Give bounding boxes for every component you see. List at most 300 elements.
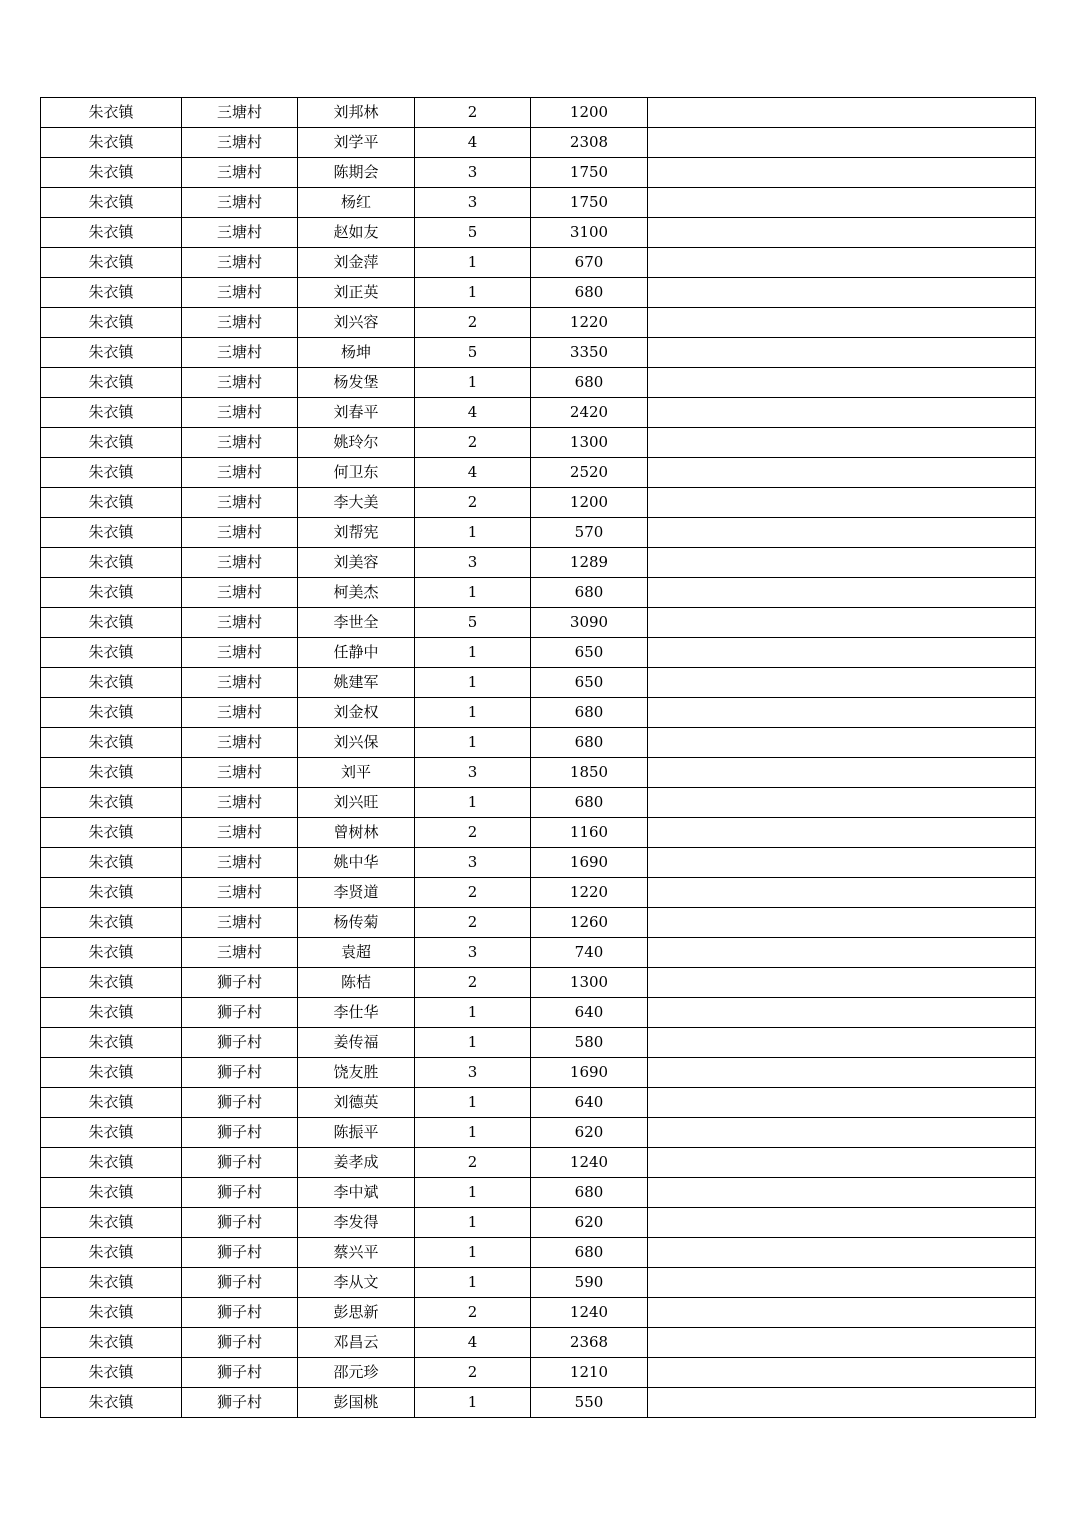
household-size-cell: 1 [415,248,531,278]
remark-cell [648,188,1036,218]
name-cell: 刘兴保 [298,728,415,758]
household-size-cell: 4 [415,128,531,158]
town-cell: 朱衣镇 [41,548,182,578]
remark-cell [648,548,1036,578]
village-cell: 三塘村 [182,158,298,188]
name-cell: 刘德英 [298,1088,415,1118]
name-cell: 何卫东 [298,458,415,488]
village-cell: 三塘村 [182,638,298,668]
amount-cell: 640 [531,998,648,1028]
household-size-cell: 2 [415,1148,531,1178]
remark-cell [648,758,1036,788]
table-row [41,1118,1036,1148]
remark-cell [648,1118,1036,1148]
table-row [41,488,1036,518]
amount-cell: 1750 [531,188,648,218]
household-size-cell: 2 [415,1358,531,1388]
remark-cell [648,998,1036,1028]
table-row [41,458,1036,488]
household-size-cell: 5 [415,338,531,368]
name-cell: 杨坤 [298,338,415,368]
amount-cell: 2308 [531,128,648,158]
table-row [41,248,1036,278]
town-cell: 朱衣镇 [41,188,182,218]
household-size-cell: 2 [415,908,531,938]
remark-cell [648,308,1036,338]
village-cell: 三塘村 [182,728,298,758]
name-cell: 彭思新 [298,1298,415,1328]
town-cell: 朱衣镇 [41,758,182,788]
village-cell: 三塘村 [182,278,298,308]
remark-cell [648,818,1036,848]
amount-cell: 1289 [531,548,648,578]
household-size-cell: 5 [415,608,531,638]
name-cell: 李从文 [298,1268,415,1298]
remark-cell [648,368,1036,398]
village-cell: 三塘村 [182,428,298,458]
town-cell: 朱衣镇 [41,848,182,878]
town-cell: 朱衣镇 [41,1358,182,1388]
village-cell: 狮子村 [182,1238,298,1268]
village-cell: 三塘村 [182,788,298,818]
town-cell: 朱衣镇 [41,578,182,608]
remark-cell [648,938,1036,968]
household-size-cell: 3 [415,548,531,578]
name-cell: 姜传福 [298,1028,415,1058]
table-row [41,338,1036,368]
household-size-cell: 1 [415,1388,531,1418]
town-cell: 朱衣镇 [41,128,182,158]
household-size-cell: 2 [415,308,531,338]
town-cell: 朱衣镇 [41,458,182,488]
amount-cell: 580 [531,1028,648,1058]
name-cell: 李世全 [298,608,415,638]
amount-cell: 590 [531,1268,648,1298]
name-cell: 刘兴旺 [298,788,415,818]
town-cell: 朱衣镇 [41,1028,182,1058]
village-cell: 三塘村 [182,488,298,518]
remark-cell [648,1238,1036,1268]
name-cell: 刘春平 [298,398,415,428]
remark-cell [648,1268,1036,1298]
remark-cell [648,458,1036,488]
table-body [41,98,1036,1418]
village-cell: 三塘村 [182,398,298,428]
amount-cell: 740 [531,938,648,968]
amount-cell: 1750 [531,158,648,188]
data-table [40,97,1036,1418]
town-cell: 朱衣镇 [41,338,182,368]
name-cell: 曾树林 [298,818,415,848]
remark-cell [648,428,1036,458]
amount-cell: 1300 [531,968,648,998]
town-cell: 朱衣镇 [41,1388,182,1418]
amount-cell: 1240 [531,1298,648,1328]
household-size-cell: 3 [415,158,531,188]
amount-cell: 1200 [531,98,648,128]
table-row [41,308,1036,338]
village-cell: 狮子村 [182,1148,298,1178]
table-row [41,578,1036,608]
village-cell: 狮子村 [182,1388,298,1418]
town-cell: 朱衣镇 [41,908,182,938]
amount-cell: 1220 [531,308,648,338]
table-row [41,938,1036,968]
table-row [41,1358,1036,1388]
remark-cell [648,638,1036,668]
household-size-cell: 3 [415,938,531,968]
name-cell: 刘美容 [298,548,415,578]
remark-cell [648,1088,1036,1118]
name-cell: 杨发堡 [298,368,415,398]
village-cell: 三塘村 [182,518,298,548]
name-cell: 陈桔 [298,968,415,998]
remark-cell [648,98,1036,128]
amount-cell: 1160 [531,818,648,848]
table-row [41,1208,1036,1238]
remark-cell [648,728,1036,758]
household-size-cell: 1 [415,1238,531,1268]
town-cell: 朱衣镇 [41,1148,182,1178]
town-cell: 朱衣镇 [41,248,182,278]
household-size-cell: 1 [415,728,531,758]
amount-cell: 3100 [531,218,648,248]
town-cell: 朱衣镇 [41,518,182,548]
table-row [41,188,1036,218]
remark-cell [648,398,1036,428]
household-size-cell: 2 [415,818,531,848]
amount-cell: 550 [531,1388,648,1418]
village-cell: 三塘村 [182,308,298,338]
amount-cell: 670 [531,248,648,278]
table-row [41,398,1036,428]
remark-cell [648,668,1036,698]
remark-cell [648,1148,1036,1178]
remark-cell [648,1178,1036,1208]
table-row [41,668,1036,698]
town-cell: 朱衣镇 [41,788,182,818]
amount-cell: 2368 [531,1328,648,1358]
name-cell: 姚玲尔 [298,428,415,458]
amount-cell: 650 [531,638,648,668]
remark-cell [648,1298,1036,1328]
household-size-cell: 5 [415,218,531,248]
town-cell: 朱衣镇 [41,1058,182,1088]
table-row [41,1148,1036,1178]
table-row [41,1028,1036,1058]
remark-cell [648,128,1036,158]
table-row [41,1298,1036,1328]
household-size-cell: 1 [415,788,531,818]
household-size-cell: 1 [415,518,531,548]
remark-cell [648,788,1036,818]
table-row [41,98,1036,128]
name-cell: 蔡兴平 [298,1238,415,1268]
household-size-cell: 3 [415,848,531,878]
household-size-cell: 4 [415,458,531,488]
table-row [41,1088,1036,1118]
household-size-cell: 1 [415,578,531,608]
table-row [41,1058,1036,1088]
remark-cell [648,878,1036,908]
village-cell: 三塘村 [182,98,298,128]
town-cell: 朱衣镇 [41,428,182,458]
table-row [41,638,1036,668]
town-cell: 朱衣镇 [41,818,182,848]
table-row [41,698,1036,728]
town-cell: 朱衣镇 [41,938,182,968]
town-cell: 朱衣镇 [41,368,182,398]
name-cell: 刘正英 [298,278,415,308]
name-cell: 李中斌 [298,1178,415,1208]
amount-cell: 1690 [531,1058,648,1088]
amount-cell: 3090 [531,608,648,638]
amount-cell: 1210 [531,1358,648,1388]
town-cell: 朱衣镇 [41,98,182,128]
amount-cell: 1300 [531,428,648,458]
village-cell: 狮子村 [182,1088,298,1118]
village-cell: 三塘村 [182,908,298,938]
name-cell: 姚中华 [298,848,415,878]
name-cell: 饶友胜 [298,1058,415,1088]
household-size-cell: 1 [415,698,531,728]
household-size-cell: 2 [415,1298,531,1328]
household-size-cell: 1 [415,668,531,698]
amount-cell: 3350 [531,338,648,368]
town-cell: 朱衣镇 [41,278,182,308]
remark-cell [648,1388,1036,1418]
village-cell: 狮子村 [182,1118,298,1148]
town-cell: 朱衣镇 [41,1118,182,1148]
village-cell: 三塘村 [182,218,298,248]
remark-cell [648,248,1036,278]
household-size-cell: 3 [415,758,531,788]
name-cell: 任静中 [298,638,415,668]
table-row [41,278,1036,308]
remark-cell [648,1058,1036,1088]
town-cell: 朱衣镇 [41,1178,182,1208]
amount-cell: 2420 [531,398,648,428]
table-row [41,878,1036,908]
name-cell: 刘邦林 [298,98,415,128]
remark-cell [648,968,1036,998]
table-row [41,128,1036,158]
household-size-cell: 1 [415,368,531,398]
household-size-cell: 1 [415,1268,531,1298]
remark-cell [648,848,1036,878]
name-cell: 彭国桃 [298,1388,415,1418]
town-cell: 朱衣镇 [41,998,182,1028]
amount-cell: 2520 [531,458,648,488]
household-size-cell: 1 [415,998,531,1028]
village-cell: 三塘村 [182,698,298,728]
village-cell: 狮子村 [182,1328,298,1358]
remark-cell [648,578,1036,608]
amount-cell: 1690 [531,848,648,878]
village-cell: 狮子村 [182,1298,298,1328]
name-cell: 姚建军 [298,668,415,698]
remark-cell [648,338,1036,368]
name-cell: 赵如友 [298,218,415,248]
name-cell: 陈期会 [298,158,415,188]
town-cell: 朱衣镇 [41,1238,182,1268]
village-cell: 三塘村 [182,668,298,698]
amount-cell: 680 [531,278,648,308]
town-cell: 朱衣镇 [41,488,182,518]
town-cell: 朱衣镇 [41,1088,182,1118]
town-cell: 朱衣镇 [41,1328,182,1358]
remark-cell [648,158,1036,188]
table-row [41,848,1036,878]
table-row [41,158,1036,188]
amount-cell: 680 [531,578,648,608]
village-cell: 三塘村 [182,338,298,368]
remark-cell [648,608,1036,638]
town-cell: 朱衣镇 [41,728,182,758]
household-size-cell: 1 [415,1028,531,1058]
table-row [41,908,1036,938]
village-cell: 三塘村 [182,368,298,398]
table-row [41,1388,1036,1418]
village-cell: 三塘村 [182,878,298,908]
amount-cell: 680 [531,788,648,818]
name-cell: 陈振平 [298,1118,415,1148]
table-row [41,818,1036,848]
village-cell: 三塘村 [182,128,298,158]
name-cell: 李发得 [298,1208,415,1238]
remark-cell [648,1328,1036,1358]
household-size-cell: 1 [415,1208,531,1238]
household-size-cell: 2 [415,488,531,518]
amount-cell: 640 [531,1088,648,1118]
table-row [41,1268,1036,1298]
name-cell: 刘平 [298,758,415,788]
household-size-cell: 3 [415,188,531,218]
name-cell: 杨红 [298,188,415,218]
town-cell: 朱衣镇 [41,398,182,428]
name-cell: 邵元珍 [298,1358,415,1388]
town-cell: 朱衣镇 [41,1208,182,1238]
amount-cell: 680 [531,1178,648,1208]
village-cell: 狮子村 [182,1178,298,1208]
table-row [41,518,1036,548]
village-cell: 三塘村 [182,578,298,608]
name-cell: 姜孝成 [298,1148,415,1178]
town-cell: 朱衣镇 [41,698,182,728]
village-cell: 三塘村 [182,458,298,488]
name-cell: 李大美 [298,488,415,518]
amount-cell: 1240 [531,1148,648,1178]
amount-cell: 620 [531,1208,648,1238]
household-size-cell: 2 [415,878,531,908]
table-row [41,728,1036,758]
remark-cell [648,698,1036,728]
name-cell: 刘金权 [298,698,415,728]
name-cell: 杨传菊 [298,908,415,938]
household-size-cell: 1 [415,1178,531,1208]
village-cell: 三塘村 [182,818,298,848]
town-cell: 朱衣镇 [41,668,182,698]
village-cell: 三塘村 [182,608,298,638]
amount-cell: 620 [531,1118,648,1148]
household-size-cell: 1 [415,1118,531,1148]
village-cell: 三塘村 [182,848,298,878]
table-row [41,1178,1036,1208]
village-cell: 三塘村 [182,548,298,578]
amount-cell: 680 [531,698,648,728]
remark-cell [648,278,1036,308]
village-cell: 三塘村 [182,938,298,968]
household-size-cell: 1 [415,638,531,668]
name-cell: 邓昌云 [298,1328,415,1358]
amount-cell: 1220 [531,878,648,908]
town-cell: 朱衣镇 [41,158,182,188]
remark-cell [648,1028,1036,1058]
table-row [41,968,1036,998]
village-cell: 三塘村 [182,758,298,788]
amount-cell: 650 [531,668,648,698]
village-cell: 狮子村 [182,968,298,998]
town-cell: 朱衣镇 [41,968,182,998]
name-cell: 刘学平 [298,128,415,158]
town-cell: 朱衣镇 [41,1298,182,1328]
household-size-cell: 4 [415,398,531,428]
town-cell: 朱衣镇 [41,1268,182,1298]
town-cell: 朱衣镇 [41,638,182,668]
amount-cell: 680 [531,368,648,398]
household-size-cell: 2 [415,428,531,458]
amount-cell: 1260 [531,908,648,938]
village-cell: 狮子村 [182,1058,298,1088]
table-row [41,428,1036,458]
remark-cell [648,1208,1036,1238]
table-row [41,998,1036,1028]
town-cell: 朱衣镇 [41,878,182,908]
table-row [41,368,1036,398]
table-row [41,758,1036,788]
village-cell: 三塘村 [182,248,298,278]
amount-cell: 680 [531,1238,648,1268]
village-cell: 狮子村 [182,1028,298,1058]
household-size-cell: 4 [415,1328,531,1358]
name-cell: 袁超 [298,938,415,968]
table-row [41,1238,1036,1268]
amount-cell: 1850 [531,758,648,788]
name-cell: 刘金萍 [298,248,415,278]
name-cell: 刘帮宪 [298,518,415,548]
remark-cell [648,1358,1036,1388]
amount-cell: 1200 [531,488,648,518]
town-cell: 朱衣镇 [41,308,182,338]
household-size-cell: 2 [415,968,531,998]
amount-cell: 570 [531,518,648,548]
remark-cell [648,908,1036,938]
amount-cell: 680 [531,728,648,758]
remark-cell [648,218,1036,248]
name-cell: 刘兴容 [298,308,415,338]
town-cell: 朱衣镇 [41,608,182,638]
table-row [41,608,1036,638]
name-cell: 李贤道 [298,878,415,908]
household-size-cell: 1 [415,1088,531,1118]
remark-cell [648,518,1036,548]
household-size-cell: 2 [415,98,531,128]
village-cell: 狮子村 [182,1358,298,1388]
village-cell: 狮子村 [182,998,298,1028]
household-size-cell: 1 [415,278,531,308]
table-row [41,548,1036,578]
village-cell: 狮子村 [182,1208,298,1238]
